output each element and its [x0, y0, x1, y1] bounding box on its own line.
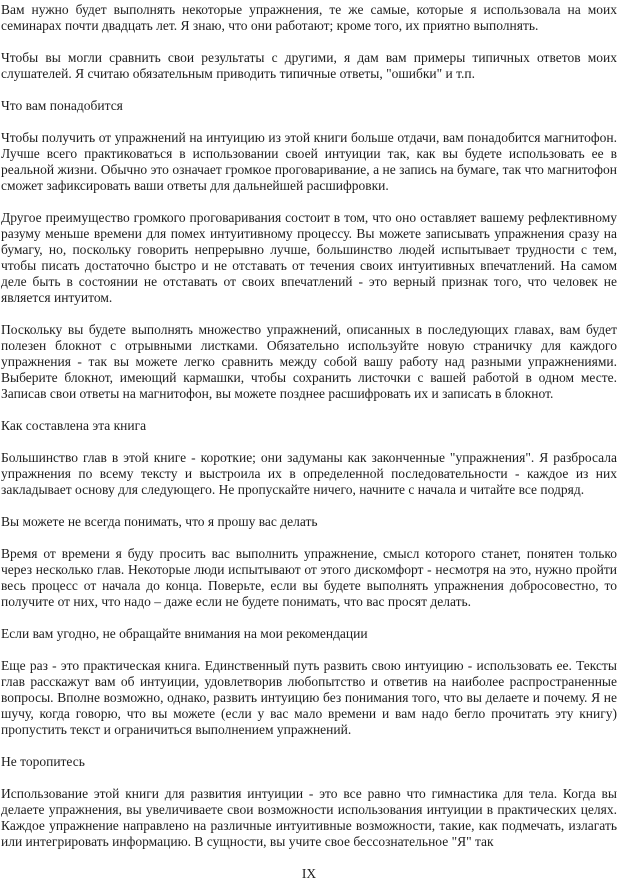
paragraph: Еще раз - это практическая книга. Единственный путь развить свою интуицию - использовать ее. Тексты глав расскажут вам об интуиции, удовлетворив любопытство и ответив на наиболее распространенные вопросы. Вполне возможно, однако, развить интуицию без понимания того, что вы делаете и почему. Я не шучу, когда говорю, что вы можете (если у вас мало времени и вам надо бегло прочитать эту книгу) пропустить текст и ограничиться выполнением упражнений.	[1, 658, 617, 737]
section-heading-not-always-understand: Вы можете не всегда понимать, что я прошу вас делать	[1, 514, 318, 529]
paragraph: Чтобы получить от упражнений на интуицию из этой книги больше отдачи, вам понадобится магнитофон. Лучше всего практиковаться в использовании своей интуиции так, как вы будете использовать ее в реальной жизни. Обычно это означает громкое проговаривание, а не запись на бумаге, так что магнитофон сможет зафиксировать ваши ответы для дальнейшей расшифровки.	[1, 130, 617, 193]
paragraph: Время от времени я буду просить вас выполнить упражнение, смысл которого станет, понятен только через несколько глав. Некоторые люди испытывают от этого дискомфорт - несмотря на это, нужно пройти весь процесс от начала до конца. Поверьте, если вы будете выполнять упражнения добросовестно, то получите от них, что надо – даже если не будете понимать, что вас просят делать.	[1, 546, 617, 609]
paragraph: Другое преимущество громкого проговаривания состоит в том, что оно оставляет вашему рефлективному разуму меньше времени для помех интуитивному процессу. Вы можете записывать упражнения сразу на бумагу, но, поскольку говорить непрерывно лучше, большинство людей испытывает трудности с тем, чтобы писать достаточно быстро и не отставать от течения своих интуитивных впечатлений. На самом деле быть в состоянии не отставать от своих впечатлений - это верный признак того, что человек не является интуитом.	[1, 210, 617, 305]
paragraph: Поскольку вы будете выполнять множество упражнений, описанных в последующих главах, вам будет полезен блокнот с отрывными листками. Обязательно используйте новую страничку для каждого упражнения - так вы можете легко сравнить между собой вашу работу над разными упражнениями. Выберите блокнот, имеющий кармашки, чтобы сохранить листочки с вашей работой в одном месте. Записав свои ответы на магнитофон, вы можете позднее расшифровать их и записать в блокнот.	[1, 322, 617, 401]
page-number: IX	[301, 866, 317, 881]
section-heading-ignore-recommendations: Если вам угодно, не обращайте внимания на мои рекомендации	[1, 626, 368, 641]
paragraph: Использование этой книги для развития интуиции - это все равно что гимнастика для тела. Когда вы делаете упражнения, вы увеличиваете свои возможности использования интуиции в практических целях. Каждое упражнение направлено на различные интуитивные возможности, такие, как подмечать, излагать или интегрировать информацию. В сущности, вы учите свое бессознательное "Я" так	[1, 786, 617, 849]
paragraph: Вам нужно будет выполнять некоторые упражнения, те же самые, которые я использовала на моих семинарах почти двадцать лет. Я знаю, что они работают; кроме того, их приятно выполнять.	[1, 2, 617, 33]
section-heading-what-you-need: Что вам понадобится	[1, 98, 123, 113]
section-heading-book-structure: Как составлена эта книга	[1, 418, 147, 433]
paragraph: Чтобы вы могли сравнить свои результаты с другими, я дам вам примеры типичных ответов моих слушателей. Я считаю обязательным приводить типичные ответы, "ошибки" и т.п.	[1, 50, 617, 81]
paragraph: Большинство глав в этой книге - короткие; они задуманы как законченные "упражнения". Я разбросала упражнения по всему тексту и выстроила их в определенной последовательности - каждое из них закладывает основу для следующего. Не пропускайте ничего, начните с начала и читайте все подряд.	[1, 450, 617, 497]
section-heading-take-your-time: Не торопитесь	[1, 754, 85, 769]
